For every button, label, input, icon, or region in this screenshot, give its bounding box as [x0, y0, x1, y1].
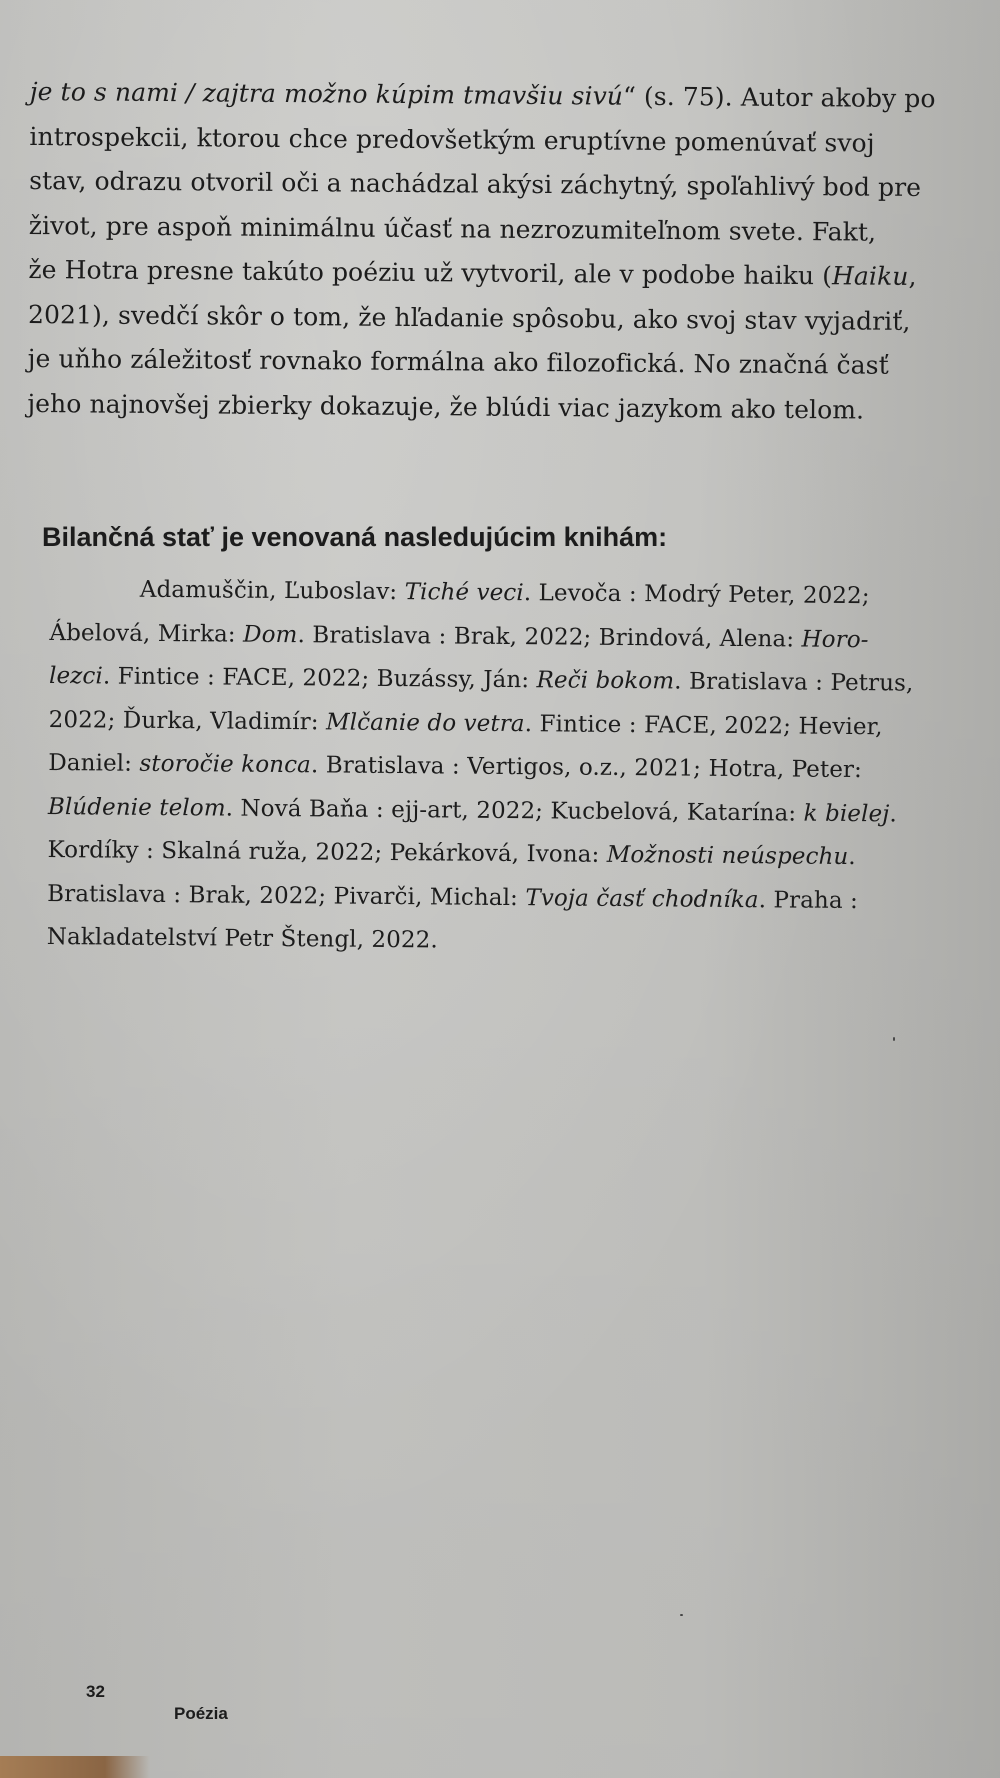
italic-text: storočie konca	[139, 750, 312, 779]
text-segment: .	[889, 800, 897, 827]
text-segment: Nakladatelství Petr Štengl, 2022.	[46, 923, 438, 954]
bibliography-line	[48, 785, 948, 836]
bibliography-line	[48, 742, 948, 793]
italic-text: Tvoja časť chodníka	[525, 884, 759, 913]
text-segment: že Hotra presne takúto poéziu už vytvoril, ale v podobe haiku (	[28, 254, 833, 291]
text-segment: . Nová Baňa : ejj-art, 2022; Kucbelová, Katarína:	[225, 795, 804, 827]
text-segment: . Fintice : FACE, 2022; Buzássy, Ján:	[102, 663, 537, 694]
page-number: 32	[86, 1682, 105, 1701]
text-segment: je uňho záležitosť rovnako formálna ako filozofická. No značná časť	[27, 343, 889, 380]
section-name: Poézia	[174, 1704, 228, 1723]
bibliography-line	[50, 568, 950, 619]
text-segment: Bratislava : Brak, 2022; Pivarči, Michal:	[47, 880, 526, 911]
body-line	[30, 70, 950, 122]
paper-speck	[893, 1037, 895, 1041]
text-segment: “ (s. 75). Autor akoby po	[622, 81, 936, 114]
italic-text: Reči bokom	[536, 667, 675, 695]
text-segment: ,	[908, 261, 917, 291]
text-segment: 2021), svedčí skôr o tom, že hľadanie spôsobu, ako svoj stav vyjadriť,	[27, 299, 911, 336]
text-segment: . Bratislava : Brak, 2022; Brindová, Alena:	[297, 621, 802, 653]
italic-text: Mlčanie do vetra	[325, 708, 525, 737]
table-edge	[0, 1756, 150, 1778]
text-segment: Ábelová, Mirka:	[49, 619, 244, 648]
text-segment: . Fintice : FACE, 2022; Hevier,	[524, 710, 883, 740]
text-segment: Kordíky : Skalná ruža, 2022; Pekárková, Ivona:	[47, 836, 607, 868]
bibliography-line	[47, 872, 947, 923]
text-segment: Daniel:	[48, 749, 140, 777]
text-segment: . Praha :	[758, 886, 859, 914]
text-segment: život, pre aspoň minimálnu účasť na nezrozumiteľnom svete. Fakt,	[28, 210, 877, 247]
body-line	[29, 159, 949, 211]
text-segment: jeho najnovšej zbierky dokazuje, že blúdi viac jazykom ako telom.	[27, 388, 865, 425]
italic-text: k bielej	[803, 800, 890, 827]
bibliography-heading: Bilančná stať je venovaná nasledujúcim knihám:	[42, 522, 668, 552]
italic-text: Možnosti neúspechu	[606, 841, 849, 870]
bibliography-line	[49, 655, 949, 706]
italic-text: Tiché veci	[404, 579, 524, 607]
body-line	[28, 337, 948, 389]
body-line	[29, 114, 949, 166]
body-line	[28, 248, 948, 300]
bibliography-list	[47, 568, 950, 967]
text-segment: 2022; Ďurka, Vladimír:	[48, 706, 327, 735]
italic-text: Dom	[243, 621, 298, 648]
italic-text: lezci	[48, 662, 103, 690]
text-segment: introspekcii, ktorou chce predovšetkým eruptívne pomenúvať svoj	[29, 121, 875, 158]
body-line	[29, 203, 949, 255]
italic-text: Haiku	[831, 261, 909, 291]
text-segment: .	[848, 843, 856, 871]
text-segment: Adamuščin, Ľuboslav:	[139, 576, 405, 606]
body-line	[28, 292, 948, 344]
body-paragraph	[27, 70, 950, 433]
body-line	[27, 381, 947, 433]
italic-text: Blúdenie telom	[47, 793, 226, 822]
text-segment: . Bratislava : Petrus,	[674, 668, 914, 697]
text-segment: . Bratislava : Vertigos, o.z., 2021; Hotra, Peter:	[310, 752, 863, 784]
italic-text: Horo-	[801, 626, 869, 653]
bibliography-line	[49, 611, 949, 662]
paper-speck	[680, 1614, 683, 1616]
bibliography-line	[48, 698, 948, 749]
text-segment: . Levoča : Modrý Peter, 2022;	[523, 580, 870, 610]
bibliography-line	[47, 916, 947, 967]
bibliography-line	[47, 829, 947, 880]
italic-text: je to s nami / zajtra možno kúpim tmavšiu sivú	[29, 76, 624, 111]
text-segment: stav, odrazu otvoril oči a nachádzal akýsi záchytný, spoľahlivý bod pre	[29, 165, 922, 203]
